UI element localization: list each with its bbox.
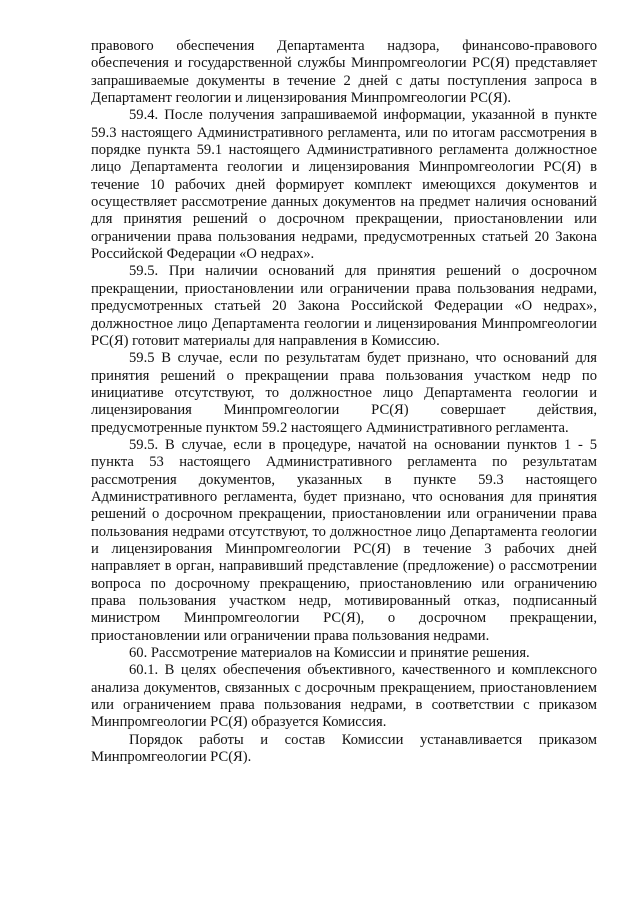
- paragraph-59-5-materials: 59.5. При наличии оснований для принятия решений о досрочном прекращении, приостановлении или ограничении права пользования недрами, предусмотренных статьей 20 Закона Российской Федерации «О недрах», должностное лицо Департамента геологии и лицензирования Минпромгеологии РС(Я) готовит материалы для направления в Комиссию.: [91, 263, 597, 349]
- paragraph-59-5-no-grounds: 59.5 В случае, если по результатам будет признано, что оснований для принятия решений о прекращении права пользования участком недр по инициативе отсутствуют, то должностное лицо Департамента геологии и лицензирования Минпромгеологии РС(Я) совершает действия, предусмотренные пунктом 59.2 настоящего Административного регламента.: [91, 350, 597, 436]
- document-page: [91, 38, 597, 766]
- paragraph-60: 60. Рассмотрение материалов на Комиссии и принятие решения.: [129, 645, 530, 662]
- paragraph-commission-order: Порядок работы и состав Комиссии устанавливается приказом Минпромгеологии РС(Я).: [91, 731, 597, 766]
- paragraph-59-4: 59.4. После получения запрашиваемой информации, указанной в пункте 59.3 настоящего Административного регламента, или по итогам рассмотрения в порядке пункта 59.1 настоящего Административного регламента должностное лицо Департамента геологии и лицензирования Минпромгеологии РС(Я) в течение 10 рабочих дней формирует комплект имеющихся документов и осуществляет рассмотрение данных документов на предмет наличия оснований для принятия решений о досрочном прекращении, приостановлении или ограничении права пользования недрами, предусмотренных статьей 20 Закона Российской Федерации «О недрах».: [91, 107, 597, 263]
- paragraph-continuation: правового обеспечения Департамента надзора, финансово-правового обеспечения и государственной службы Минпромгеологии РС(Я) представляет запрашиваемые документы в течение 2 дней с даты поступления запроса в Департамент геологии и лицензирования Минпромгеологии РС(Я).: [91, 38, 597, 107]
- paragraph-59-5-refusal: 59.5. В случае, если в процедуре, начатой на основании пунктов 1 - 5 пункта 53 настоящего Административного регламента по результатам рассмотрения документов, указанных в пункте 59.3 настоящего Административного регламента, будет признано, что основания для принятия решений о досрочном прекращении, приостановлении или ограничении права пользования недрами отсутствуют, то должностное лицо Департамента геологии и лицензирования Минпромгеологии РС(Я) в течение 3 рабочих дней направляет в орган, направивший представление (предложение) о рассмотрении вопроса по досрочному прекращению, приостановлению или ограничению права пользования участком недр, мотивированный отказ, подписанный министром Минпромгеологии РС(Я), о досрочном прекращении, приостановлении или ограничении права пользования недрами.: [91, 436, 597, 644]
- paragraph-60-1: 60.1. В целях обеспечения объективного, качественного и комплексного анализа документов, связанных с досрочным прекращением, приостановлением или ограничением права пользования недрами, в соответствии с приказом Минпромгеологии РС(Я) образуется Комиссия.: [91, 662, 597, 731]
